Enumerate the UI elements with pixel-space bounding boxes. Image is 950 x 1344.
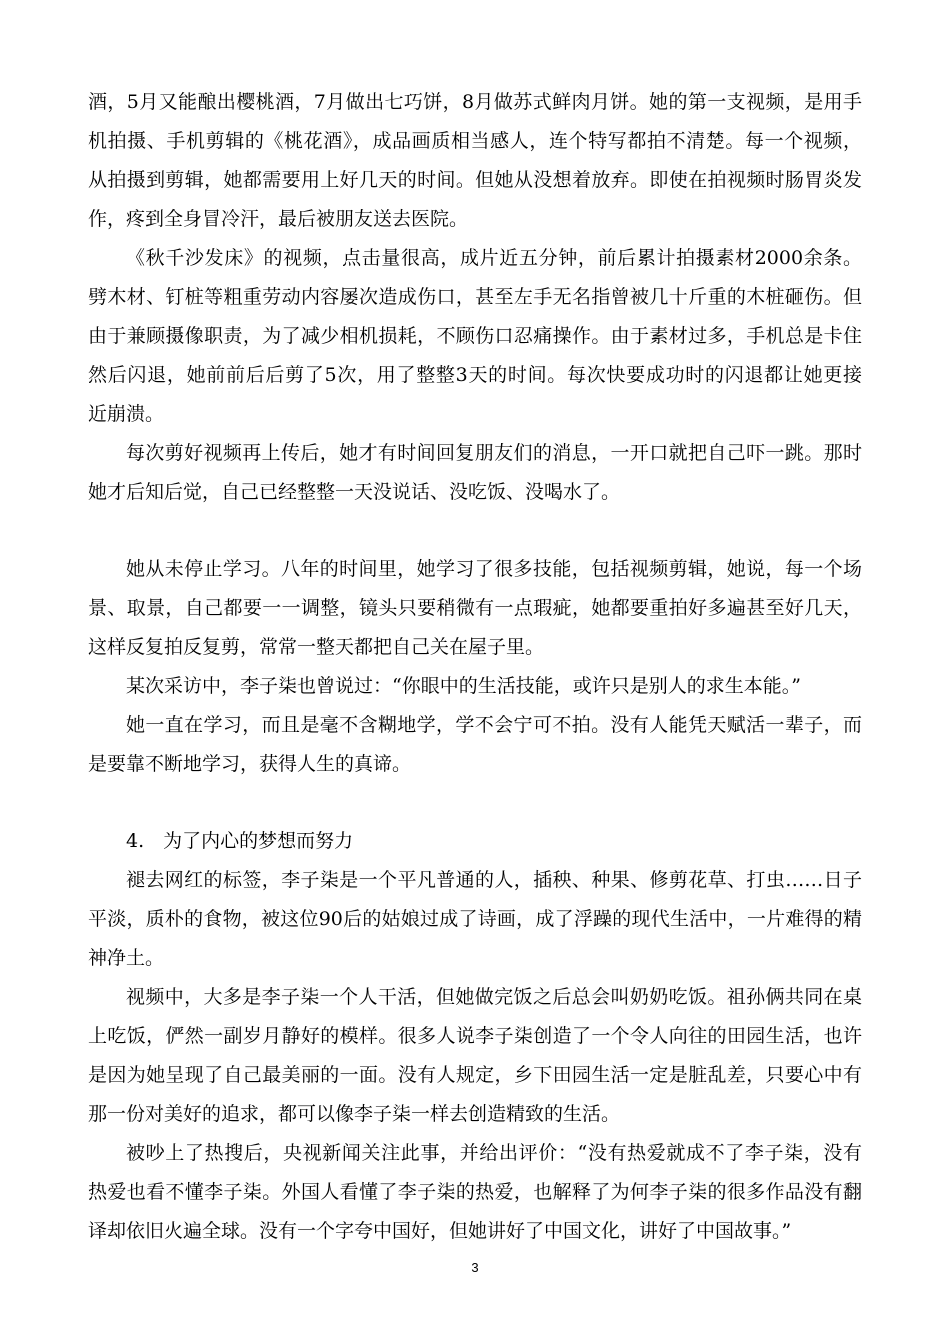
paragraph-2-line-4: 然后闪退，她前前后后剪了5次，用了整整3天的时间。每次快要成功时的闪退都让她更接 [88,364,862,386]
paragraph-7-line-1: 褪去网红的标签，李子柒是一个平凡普通的人，插秧、种果、修剪花草、打虫……日子 [126,869,862,891]
section-heading: 4. 为了内心的梦想而努力 [126,830,354,852]
paragraph-2-line-2: 劈木材、钉桩等粗重劳动内容屡次造成伤口，甚至左手无名指曾被几十斤重的木桩砸伤。但 [88,286,862,308]
paragraph-1-line-2: 机拍摄、手机剪辑的《桃花酒》，成品画质相当感人，连个特写都拍不清楚。每一个视频， [88,130,862,152]
paragraph-8-line-1: 视频中，大多是李子柒一个人干活，但她做完饭之后总会叫奶奶吃饭。祖孙俩共同在桌 [126,986,862,1008]
paragraph-7-line-3: 神净土。 [88,947,165,969]
paragraph-6-line-1: 她一直在学习，而且是毫不含糊地学，学不会宁可不拍。没有人能凭天赋活一辈子，而 [126,714,862,736]
paragraph-5-line-1: 某次采访中，李子柒也曾说过：“你眼中的生活技能，或许只是别人的求生本能。” [126,675,801,697]
paragraph-7-line-2: 平淡，质朴的食物，被这位90后的姑娘过成了诗画，成了浮躁的现代生活中，一片难得的精 [88,908,862,930]
paragraph-1-line-1: 酒，5月又能酿出樱桃酒，7月做出七巧饼，8月做苏式鲜肉月饼。她的第一支视频，是用手 [88,91,862,113]
paragraph-9-line-2: 热爱也看不懂李子柒。外国人看懂了李子柒的热爱，也解释了为何李子柒的很多作品没有翻 [88,1181,862,1203]
paragraph-2-line-5: 近崩溃。 [88,403,165,425]
page-number: 3 [471,1260,479,1275]
paragraph-3-line-2: 她才后知后觉，自己已经整整一天没说话、没吃饭、没喝水了。 [88,481,621,503]
paragraph-1-line-4: 作，疼到全身冒冷汗，最后被朋友送去医院。 [88,208,469,230]
paragraph-4-line-2: 景、取景，自己都要一一调整，镜头只要稍微有一点瑕疵，她都要重拍好多遍甚至好几天， [88,597,862,619]
paragraph-2-line-1: 《秋千沙发床》的视频，点击量很高，成片近五分钟，前后累计拍摄素材2000余条。 [126,247,862,269]
paragraph-1-line-3: 从拍摄到剪辑，她都需要用上好几天的时间。但她从没想着放弃。即使在拍视频时肠胃炎发 [88,169,862,191]
paragraph-4-line-3: 这样反复拍反复剪，常常一整天都把自己关在屋子里。 [88,636,545,658]
paragraph-9-line-3: 译却依旧火遍全球。没有一个字夸中国好，但她讲好了中国文化，讲好了中国故事。” [88,1220,792,1242]
paragraph-9-line-1: 被吵上了热搜后，央视新闻关注此事，并给出评价：“没有热爱就成不了李子柒，没有 [126,1142,862,1164]
paragraph-3-line-1: 每次剪好视频再上传后，她才有时间回复朋友们的消息，一开口就把自己吓一跳。那时 [126,442,862,464]
paragraph-8-line-2: 上吃饭，俨然一副岁月静好的模样。很多人说李子柒创造了一个令人向往的田园生活，也许 [88,1025,862,1047]
paragraph-8-line-3: 是因为她呈现了自己最美丽的一面。没有人规定，乡下田园生活一定是脏乱差，只要心中有 [88,1064,862,1086]
paragraph-8-line-4: 那一份对美好的追求，都可以像李子柒一样去创造精致的生活。 [88,1103,621,1125]
paragraph-4-line-1: 她从未停止学习。八年的时间里，她学习了很多技能，包括视频剪辑，她说，每一个场 [126,558,862,580]
paragraph-6-line-2: 是要靠不断地学习，获得人生的真谛。 [88,753,412,775]
paragraph-2-line-3: 由于兼顾摄像职责，为了减少相机损耗，不顾伤口忍痛操作。由于素材过多，手机总是卡住 [88,325,862,347]
